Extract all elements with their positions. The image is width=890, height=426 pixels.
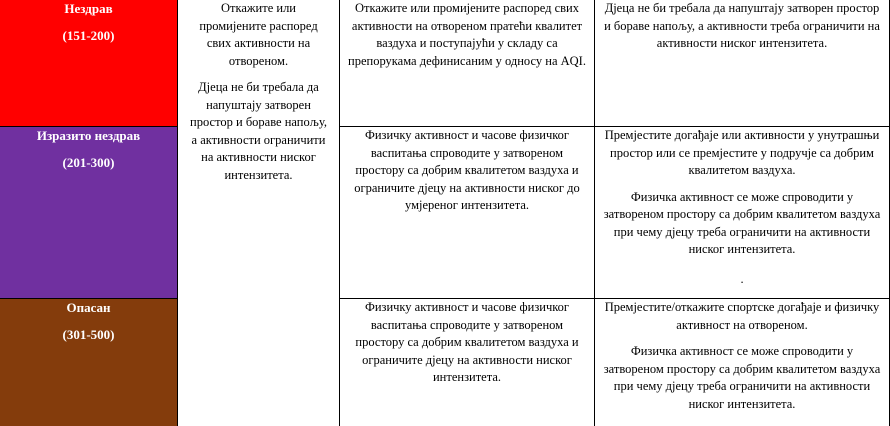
level-cell-hazardous [0,299,178,426]
recommendation-text: Физичку активност и часове физичког васпитања спроводите у затвореном простору са добрим квалитетом ваздуха и ограничите дјецу на активности ниског интензитета. [355,300,579,384]
recommendation-cell-hazardous-col4 [595,299,890,426]
level-range: (301-500) [62,327,115,342]
recommendation-cell-very-unhealthy-col4 [595,127,890,299]
recommendation-cell-general [178,0,340,426]
recommendation-text: Дјеца не би требала да напуштају затворен простор и бораве напољу, а активности ограничити на активности ниског интензитета. [190,80,327,182]
level-name: Нездрав [64,1,113,16]
recommendation-text: . [740,271,744,286]
recommendation-text: Дјеца не би требала да напуштају затворен простор и бораве напољу, а активности треба ограничити на активности ниског интензитета. [604,1,880,50]
recommendation-text: Физичка активност се може спроводити у затвореном простору са добрим квалитетом ваздуха при чему дјецу треба ограничити на активности ниског интензитета. [603,344,881,411]
recommendation-cell-very-unhealthy-col3 [340,127,595,299]
recommendation-text: Премјестите/откажите спортске догађаје и физичку активност на отвореном. [604,300,880,332]
level-range: (151-200) [62,28,115,43]
recommendation-text: Премјестите догађаје или активности у унутрашњи простор или се премјестите у подручје са добрим квалитетом ваздуха. [604,128,880,177]
recommendation-cell-hazardous-col3 [340,299,595,426]
level-range: (201-300) [62,155,115,170]
recommendation-text: Физичку активност и часове физичког васпитања спроводите у затвореном простору са добрим квалитетом ваздуха и ограничите дјецу на активности ниског до умјереног интензитета. [354,128,580,212]
level-cell-very-unhealthy [0,127,178,299]
recommendation-text: Откажите или промијените распоред свих активности на отвореном. [199,1,318,68]
recommendation-text: Откажите или промијените распоред свих активности на отвореном пратећи квалитет ваздуха и поступајући у складу са препорукама дефинисаним у односу на AQI. [348,1,586,68]
recommendation-cell-unhealthy-col4 [595,0,890,127]
level-name: Изразито нездрав [36,128,141,143]
recommendation-cell-unhealthy-col3 [340,0,595,127]
level-name: Опасан [66,300,111,315]
recommendation-text: Физичка активност се може спроводити у затвореном простору са добрим квалитетом ваздуха при чему дјецу треба ограничити на активности ниског интензитета. [603,189,881,256]
level-cell-unhealthy [0,0,178,127]
